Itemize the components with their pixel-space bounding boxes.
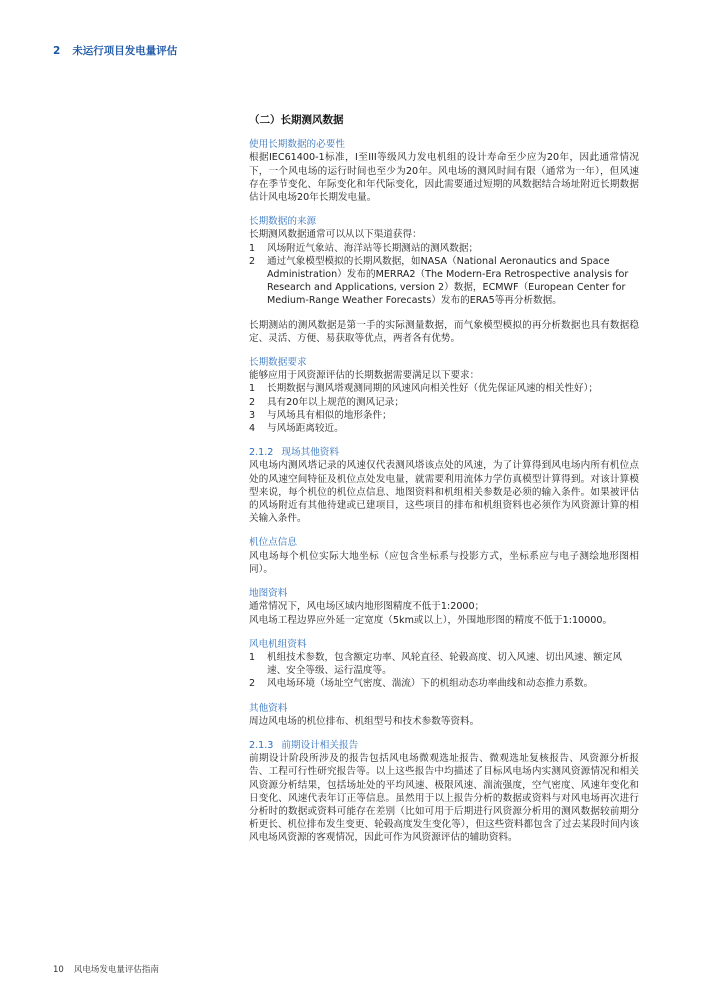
paragraph-other: 周边风电场的机位排布、机组型号和技术参数等资料。 [249,715,480,727]
list-item [249,422,639,435]
paragraph-necessity: 根据IEC61400-1标准，I至III等级风力发电机组的设计寿命至少应为20年，因此通常情况下，一个风电场的运行时间也至少为20年。风电场的测风时间有限（通常为一年），但风速存在季节变化、年际变化和年代际变化，因此需要通过短期的风数据结合场址附近长期数据估计风电场20年长期发电量。 [249,152,639,204]
chapter-number: 2 [53,45,61,57]
list-text: 风电场环境（场址空气密度、湍流）下的机组动态功率曲线和动态推力系数。 [267,678,594,690]
block-necessity [249,138,639,204]
block-sources [249,215,639,307]
block-preliminary [249,739,639,845]
section-heading-2-1-3 [249,739,639,752]
block-compare [249,319,639,345]
subheading-requirements: 长期数据要求 [249,357,307,369]
chapter-title: 未运行项目发电量评估 [72,45,178,57]
map-line-1: 通常情况下，风电场区域内地形图精度不低于1:2000； [249,601,485,613]
footer-title: 风电场发电量评估指南 [73,965,159,975]
section-number: 2.1.3 [249,739,274,751]
paragraph-onsite: 风电场内测风塔记录的风速仅代表测风塔该点处的风速，为了计算得到风电场内所有机位点处的风速空间特征及机位点处发电量，就需要利用流体力学仿真模型计算得到。对该计算模型来说，每个机位的机位点信息、地图资料和机组相关参数是必须的输入条件。如果被评估的风场附近有其他待建或已建项目，这些项目的排布和机组资料也必须作为风资源计算的相关输入条件。 [249,460,639,525]
list-text: 风场附近气象站、海洋站等长期测站的测风数据； [267,242,479,254]
subheading-map: 地图资料 [249,588,288,600]
block-requirements [249,356,639,435]
subheading-turbine-data: 风电机组资料 [249,638,307,650]
subheading-sources: 长期数据的来源 [249,216,317,228]
paragraph-compare: 长期测站的测风数据是第一手的实际测量数据，而气象模型模拟的再分析数据也具有数据稳定、灵活、方便、易获取等优点，两者各有优势。 [249,319,639,344]
section-number: 2.1.2 [249,447,274,459]
section-heading-2-1-2 [249,446,639,459]
list-number: 1 [249,651,256,663]
section-heading-text: 前期设计相关报告 [281,739,359,751]
subheading-turbine-position: 机位点信息 [249,537,297,549]
list-number: 4 [249,423,256,435]
block-map [249,587,639,627]
list-item [249,396,639,409]
subheading-necessity: 使用长期数据的必要性 [249,139,345,151]
block-turbine-data [249,638,639,691]
page-footer [53,963,159,975]
list-item [249,651,639,677]
list-number: 1 [249,383,256,395]
list-number: 3 [249,409,256,421]
list-item [249,242,639,255]
sources-list [249,242,639,308]
list-text: 与风场具有相似的地形条件； [267,409,392,421]
requirements-list [249,382,639,435]
list-text: 与风场距离较近。 [267,423,344,435]
list-number: 1 [249,242,256,254]
main-content [249,114,639,856]
list-number: 2 [249,396,256,408]
list-item [249,255,639,308]
section-title: （二）长期测风数据 [249,114,344,126]
list-text: 长期数据与测风塔观测同期的风速风向相关性好（优先保证风速的相关性好）； [267,383,598,395]
block-onsite [249,446,639,525]
list-item [249,409,639,422]
turbine-data-list [249,651,639,691]
map-line-2: 风电场工程边界应外延一定宽度（5km或以上），外围地形图的精度不低于1:10000。 [249,614,613,626]
paragraph-preliminary: 前期设计阶段所涉及的报告包括风电场微观选址报告、微观选址复核报告、风资源分析报告、工程可行性研究报告等。以上这些报告中均描述了目标风电场内实测风资源情况和相关风资源分析结果，包括场址处的平均风速、极限风速、湍流强度，空气密度、风速年变化和日变化、风速代表年订正等信息。虽然用于以上报告分析的数据或资料与对风电场再次进行分析时的数据或资料可能存在差别（比如可用于后期进行风资源分析用的测风数据较前期分析更长、机位排布发生变更、轮毂高度发生变化等），但这些资料都包含了过去某段时间内该风电场风资源的客观情况，因此可作为风资源评估的辅助资料。 [249,753,639,844]
list-number: 2 [249,678,256,690]
section-heading-text: 现场其他资料 [281,447,339,459]
subheading-other: 其他资料 [249,702,288,714]
running-header [53,43,177,58]
list-number: 2 [249,255,256,267]
page-number: 10 [53,965,64,975]
sources-intro: 长期测风数据通常可以从以下渠道获得： [249,229,422,241]
list-text: 机组技术参数，包含额定功率、风轮直径、轮毂高度、切入风速、切出风速、额定风速、安全等级、运行温度等。 [267,651,622,677]
list-item [249,382,639,395]
list-text: 通过气象模型模拟的长期风数据，如NASA（National Aeronautics and Space Administration）发布的MERRA2（The Modern-Era Retrospective analysis for Research and Applications, version 2）数据，ECMWF（European Center for Medium-Range Weather Forecasts）发布的ERA5等再分析数据。 [267,255,629,307]
paragraph-turbine-position: 风电场每个机位实际大地坐标（应包含坐标系与投影方式，坐标系应与电子测绘地形图相同）。 [249,550,639,575]
block-turbine-position [249,536,639,576]
list-text: 具有20年以上规范的测风记录； [267,396,404,408]
list-item [249,677,639,690]
requirements-intro: 能够应用于风资源评估的长期数据需要满足以下要求： [249,370,480,382]
block-other [249,702,639,728]
